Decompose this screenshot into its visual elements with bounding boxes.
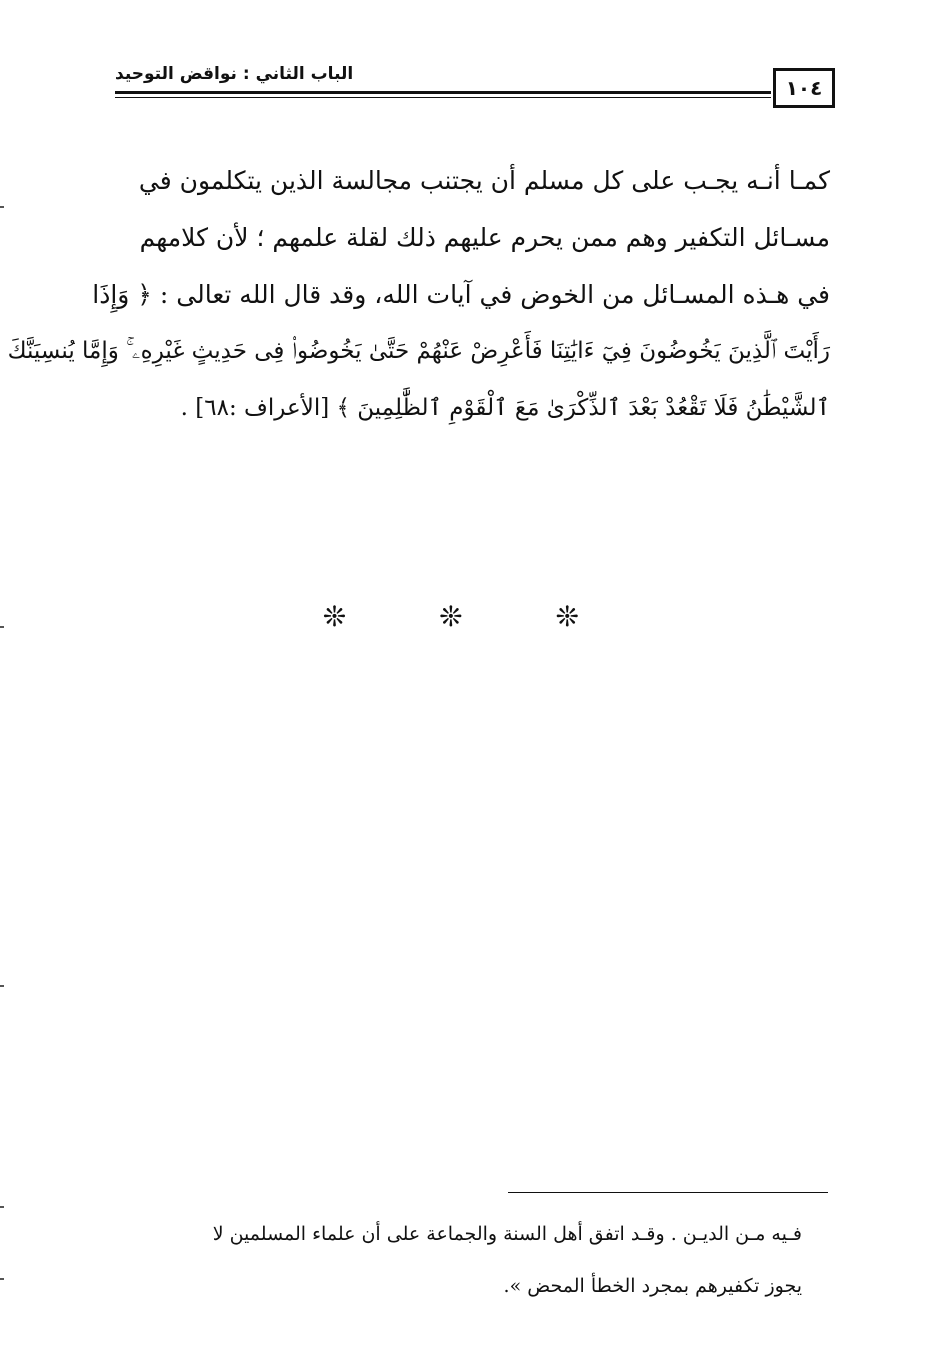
asterism-icon: ❊ <box>555 600 608 633</box>
footnote <box>112 1208 802 1312</box>
margin-mark <box>0 1278 4 1280</box>
paragraph-line: كمـا أنـه يجـب على كل مسلم أن يجتنب مجالسة الذين يتكلمون في <box>138 166 830 195</box>
footnote-line: فـيه مـن الديـن . وقـد اتفق أهل السنة والجماعة على أن علماء المسلمين لا <box>212 1223 802 1245</box>
paragraph-line: في هـذه المسـائل من الخوض في آيات الله، وقد قال الله تعالى : ﴿ وَإِذَا <box>92 280 830 309</box>
footnote-rule <box>508 1192 828 1193</box>
page-number: ١٠٤ <box>785 76 823 100</box>
margin-mark <box>0 1206 4 1208</box>
margin-mark <box>0 206 4 208</box>
header-rule-thin <box>115 97 771 98</box>
section-separator <box>0 600 930 633</box>
margin-mark <box>0 985 4 987</box>
chapter-title: الباب الثاني : نواقض التوحيد <box>115 64 354 84</box>
quran-verse-line: ٱلشَّيْطَٰنُ فَلَا تَقْعُدْ بَعْدَ ٱلذِّكْرَىٰ مَعَ ٱلْقَوْمِ ٱلظَّٰلِمِينَ ﴾ [الأعراف :٦٨] . <box>180 395 830 421</box>
margin-mark <box>0 626 4 628</box>
main-paragraph <box>7 152 830 437</box>
paragraph-line: مسـائل التكفير وهم ممن يحرم عليهم ذلك لقلة علمهم ؛ لأن كلامهم <box>139 223 830 252</box>
asterism-icon: ❊ <box>322 600 375 633</box>
header-rule-thick <box>115 91 771 94</box>
running-header <box>115 58 835 118</box>
page-number-box <box>773 68 835 108</box>
footnote-line: يجوز تكفيرهم بمجرد الخطأ المحض ». <box>503 1275 802 1297</box>
asterism-icon: ❊ <box>439 600 491 633</box>
quran-verse-line: رَأَيْتَ ٱلَّذِينَ يَخُوضُونَ فِيٓ ءَايَٰتِنَا فَأَعْرِضْ عَنْهُمْ حَتَّىٰ يَخُوضُوا۟ فِى حَدِيثٍ غَيْرِهِۦ ۚ وَإِمَّا يُنسِيَنَّكَ <box>7 338 830 364</box>
